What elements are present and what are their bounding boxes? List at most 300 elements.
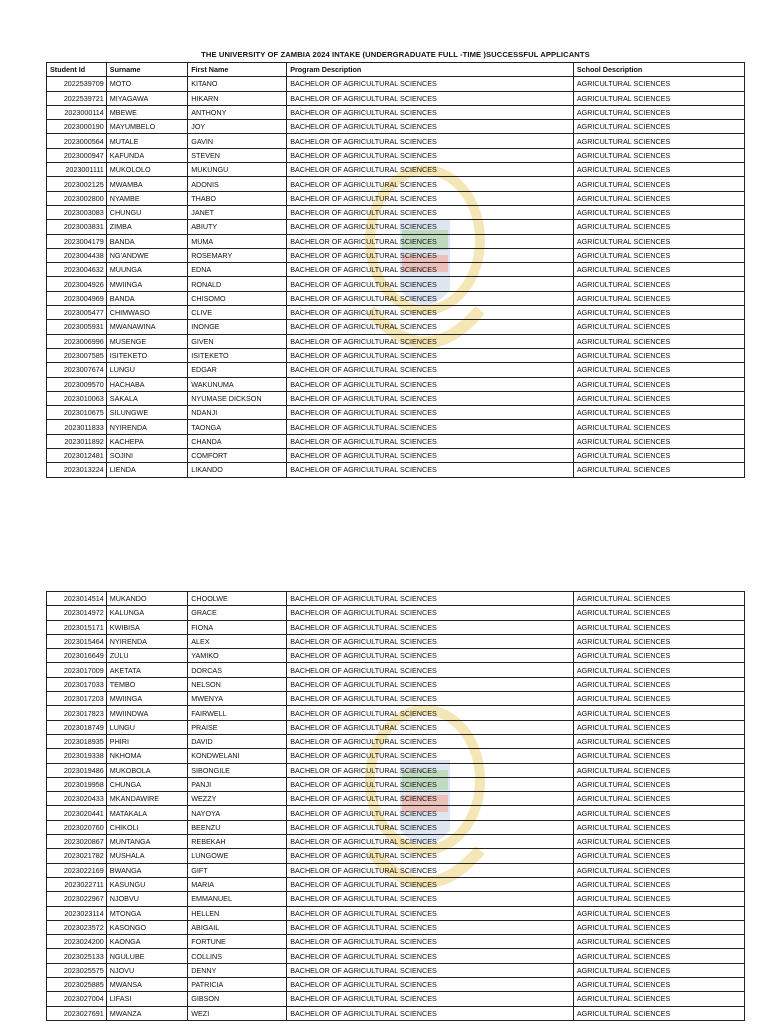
first-name-cell: ABIUTY [188, 220, 287, 234]
surname-cell: NYIRENDA [106, 634, 187, 648]
school-cell: AGRICULTURAL SCIENCES [573, 406, 744, 420]
table-row [47, 148, 745, 162]
surname-cell: MKANDAWIRE [106, 792, 187, 806]
first-name-cell: NELSON [188, 677, 287, 691]
surname-cell: CHIKOLI [106, 820, 187, 834]
program-cell: BACHELOR OF AGRICULTURAL SCIENCES [287, 877, 574, 891]
program-cell: BACHELOR OF AGRICULTURAL SCIENCES [287, 91, 574, 105]
school-cell: AGRICULTURAL SCIENCES [573, 248, 744, 262]
first-name-cell: CLIVE [188, 306, 287, 320]
school-cell: AGRICULTURAL SCIENCES [573, 734, 744, 748]
program-cell: BACHELOR OF AGRICULTURAL SCIENCES [287, 163, 574, 177]
student-id-cell: 2023024200 [47, 935, 107, 949]
page-title: THE UNIVERSITY OF ZAMBIA 2024 INTAKE (UNDERGRADUATE FULL -TIME )SUCCESSFUL APPLICANTS [201, 50, 590, 59]
program-cell: BACHELOR OF AGRICULTURAL SCIENCES [287, 892, 574, 906]
school-cell: AGRICULTURAL SCIENCES [573, 134, 744, 148]
program-cell: BACHELOR OF AGRICULTURAL SCIENCES [287, 992, 574, 1006]
first-name-cell: PANJI [188, 777, 287, 791]
program-cell: BACHELOR OF AGRICULTURAL SCIENCES [287, 720, 574, 734]
student-id-cell: 2023025133 [47, 949, 107, 963]
school-cell: AGRICULTURAL SCIENCES [573, 863, 744, 877]
program-cell: BACHELOR OF AGRICULTURAL SCIENCES [287, 763, 574, 777]
program-cell: BACHELOR OF AGRICULTURAL SCIENCES [287, 234, 574, 248]
school-cell: AGRICULTURAL SCIENCES [573, 763, 744, 777]
table-row [47, 749, 745, 763]
school-cell: AGRICULTURAL SCIENCES [573, 806, 744, 820]
student-id-cell: 2023005477 [47, 306, 107, 320]
first-name-cell: BEENZU [188, 820, 287, 834]
table-row [47, 706, 745, 720]
program-cell: BACHELOR OF AGRICULTURAL SCIENCES [287, 191, 574, 205]
table-row [47, 277, 745, 291]
surname-cell: MUKANDO [106, 592, 187, 606]
surname-cell: MBEWE [106, 105, 187, 119]
first-name-cell: GIBSON [188, 992, 287, 1006]
program-cell: BACHELOR OF AGRICULTURAL SCIENCES [287, 291, 574, 305]
table-row [47, 649, 745, 663]
school-cell: AGRICULTURAL SCIENCES [573, 434, 744, 448]
first-name-cell: THABO [188, 191, 287, 205]
table-row [47, 334, 745, 348]
table-row [47, 306, 745, 320]
program-cell: BACHELOR OF AGRICULTURAL SCIENCES [287, 263, 574, 277]
school-cell: AGRICULTURAL SCIENCES [573, 649, 744, 663]
surname-cell: CHUNGA [106, 777, 187, 791]
first-name-cell: WEZZY [188, 792, 287, 806]
surname-cell: MWIINGA [106, 277, 187, 291]
first-name-cell: PATRICIA [188, 978, 287, 992]
student-id-cell: 2023027004 [47, 992, 107, 1006]
program-cell: BACHELOR OF AGRICULTURAL SCIENCES [287, 348, 574, 362]
applicants-table [46, 62, 745, 478]
table-row [47, 320, 745, 334]
first-name-cell: DORCAS [188, 663, 287, 677]
table-row [47, 963, 745, 977]
program-cell: BACHELOR OF AGRICULTURAL SCIENCES [287, 449, 574, 463]
program-cell: BACHELOR OF AGRICULTURAL SCIENCES [287, 978, 574, 992]
surname-cell: ISITEKETO [106, 348, 187, 362]
table-row [47, 835, 745, 849]
surname-cell: MUKOLOLO [106, 163, 187, 177]
table-row [47, 892, 745, 906]
surname-cell: BWANGA [106, 863, 187, 877]
program-cell: BACHELOR OF AGRICULTURAL SCIENCES [287, 706, 574, 720]
surname-cell: MIYAGAWA [106, 91, 187, 105]
first-name-cell: ROSEMARY [188, 248, 287, 262]
school-cell: AGRICULTURAL SCIENCES [573, 163, 744, 177]
program-cell: BACHELOR OF AGRICULTURAL SCIENCES [287, 463, 574, 477]
program-cell: BACHELOR OF AGRICULTURAL SCIENCES [287, 949, 574, 963]
program-cell: BACHELOR OF AGRICULTURAL SCIENCES [287, 220, 574, 234]
school-cell: AGRICULTURAL SCIENCES [573, 820, 744, 834]
school-cell: AGRICULTURAL SCIENCES [573, 234, 744, 248]
surname-cell: MWANZA [106, 1006, 187, 1020]
student-id-cell: 2023027691 [47, 1006, 107, 1020]
program-cell: BACHELOR OF AGRICULTURAL SCIENCES [287, 935, 574, 949]
first-name-cell: EDNA [188, 263, 287, 277]
school-cell: AGRICULTURAL SCIENCES [573, 963, 744, 977]
program-cell: BACHELOR OF AGRICULTURAL SCIENCES [287, 849, 574, 863]
first-name-cell: HELLEN [188, 906, 287, 920]
student-id-cell: 2023003083 [47, 205, 107, 219]
first-name-cell: DENNY [188, 963, 287, 977]
program-cell: BACHELOR OF AGRICULTURAL SCIENCES [287, 749, 574, 763]
program-cell: BACHELOR OF AGRICULTURAL SCIENCES [287, 663, 574, 677]
table-row [47, 163, 745, 177]
student-id-cell: 2023015464 [47, 634, 107, 648]
first-name-cell: KITANO [188, 77, 287, 91]
school-cell: AGRICULTURAL SCIENCES [573, 606, 744, 620]
student-id-cell: 2023019486 [47, 763, 107, 777]
program-cell: BACHELOR OF AGRICULTURAL SCIENCES [287, 205, 574, 219]
first-name-cell: REBEKAH [188, 835, 287, 849]
student-id-cell: 2023021782 [47, 849, 107, 863]
program-cell: BACHELOR OF AGRICULTURAL SCIENCES [287, 406, 574, 420]
header-first-name: First Name [188, 63, 287, 77]
surname-cell: MWANAWINA [106, 320, 187, 334]
student-id-cell: 2023000114 [47, 105, 107, 119]
first-name-cell: PRAISE [188, 720, 287, 734]
student-id-cell: 2023023572 [47, 920, 107, 934]
table-row [47, 692, 745, 706]
program-cell: BACHELOR OF AGRICULTURAL SCIENCES [287, 134, 574, 148]
first-name-cell: JANET [188, 205, 287, 219]
table-row [47, 849, 745, 863]
school-cell: AGRICULTURAL SCIENCES [573, 935, 744, 949]
student-id-cell: 2023004926 [47, 277, 107, 291]
student-id-cell: 2023011892 [47, 434, 107, 448]
school-cell: AGRICULTURAL SCIENCES [573, 792, 744, 806]
student-id-cell: 2023017033 [47, 677, 107, 691]
school-cell: AGRICULTURAL SCIENCES [573, 291, 744, 305]
school-cell: AGRICULTURAL SCIENCES [573, 592, 744, 606]
first-name-cell: STEVEN [188, 148, 287, 162]
student-id-cell: 2023023114 [47, 906, 107, 920]
surname-cell: SILUNGWE [106, 406, 187, 420]
student-id-cell: 2023019338 [47, 749, 107, 763]
surname-cell: MWIINGA [106, 692, 187, 706]
surname-cell: NJOVU [106, 963, 187, 977]
surname-cell: KAONGA [106, 935, 187, 949]
student-id-cell: 2023018749 [47, 720, 107, 734]
first-name-cell: MWENYA [188, 692, 287, 706]
program-cell: BACHELOR OF AGRICULTURAL SCIENCES [287, 434, 574, 448]
table-row [47, 134, 745, 148]
table-row [47, 77, 745, 91]
surname-cell: KASUNGU [106, 877, 187, 891]
student-id-cell: 2023018935 [47, 734, 107, 748]
student-id-cell: 2023010063 [47, 391, 107, 405]
first-name-cell: NDANJI [188, 406, 287, 420]
school-cell: AGRICULTURAL SCIENCES [573, 263, 744, 277]
school-cell: AGRICULTURAL SCIENCES [573, 663, 744, 677]
surname-cell: MUSENGE [106, 334, 187, 348]
first-name-cell: MUKUNGU [188, 163, 287, 177]
school-cell: AGRICULTURAL SCIENCES [573, 77, 744, 91]
program-cell: BACHELOR OF AGRICULTURAL SCIENCES [287, 906, 574, 920]
table-row [47, 920, 745, 934]
surname-cell: MTONGA [106, 906, 187, 920]
table-row [47, 949, 745, 963]
student-id-cell: 2023005931 [47, 320, 107, 334]
student-id-cell: 2023022711 [47, 877, 107, 891]
table-row [47, 877, 745, 891]
table-row [47, 820, 745, 834]
surname-cell: MATAKALA [106, 806, 187, 820]
table-row [47, 978, 745, 992]
table-row [47, 720, 745, 734]
school-cell: AGRICULTURAL SCIENCES [573, 777, 744, 791]
school-cell: AGRICULTURAL SCIENCES [573, 320, 744, 334]
program-cell: BACHELOR OF AGRICULTURAL SCIENCES [287, 306, 574, 320]
school-cell: AGRICULTURAL SCIENCES [573, 892, 744, 906]
student-id-cell: 2023025575 [47, 963, 107, 977]
first-name-cell: TAONGA [188, 420, 287, 434]
header-school-description: School Description [573, 63, 744, 77]
school-cell: AGRICULTURAL SCIENCES [573, 91, 744, 105]
student-id-cell: 2023014514 [47, 592, 107, 606]
first-name-cell: GAVIN [188, 134, 287, 148]
student-id-cell: 2023010675 [47, 406, 107, 420]
school-cell: AGRICULTURAL SCIENCES [573, 348, 744, 362]
surname-cell: MOTO [106, 77, 187, 91]
program-cell: BACHELOR OF AGRICULTURAL SCIENCES [287, 77, 574, 91]
table-row [47, 105, 745, 119]
table-row [47, 391, 745, 405]
student-id-cell: 2023012481 [47, 449, 107, 463]
school-cell: AGRICULTURAL SCIENCES [573, 334, 744, 348]
first-name-cell: CHOOLWE [188, 592, 287, 606]
school-cell: AGRICULTURAL SCIENCES [573, 749, 744, 763]
school-cell: AGRICULTURAL SCIENCES [573, 692, 744, 706]
student-id-cell: 2023022169 [47, 863, 107, 877]
surname-cell: BANDA [106, 234, 187, 248]
surname-cell: MUTALE [106, 134, 187, 148]
school-cell: AGRICULTURAL SCIENCES [573, 105, 744, 119]
first-name-cell: GIVEN [188, 334, 287, 348]
table-row [47, 205, 745, 219]
student-id-cell: 2023015171 [47, 620, 107, 634]
surname-cell: NYAMBE [106, 191, 187, 205]
first-name-cell: JOY [188, 120, 287, 134]
surname-cell: BANDA [106, 291, 187, 305]
school-cell: AGRICULTURAL SCIENCES [573, 277, 744, 291]
table-row [47, 777, 745, 791]
first-name-cell: RONALD [188, 277, 287, 291]
first-name-cell: MARIA [188, 877, 287, 891]
first-name-cell: EDGAR [188, 363, 287, 377]
surname-cell: MWAMBA [106, 177, 187, 191]
school-cell: AGRICULTURAL SCIENCES [573, 191, 744, 205]
table-row [47, 992, 745, 1006]
table-row [47, 220, 745, 234]
program-cell: BACHELOR OF AGRICULTURAL SCIENCES [287, 363, 574, 377]
surname-cell: NYIRENDA [106, 420, 187, 434]
table-row [47, 377, 745, 391]
student-id-cell: 2023003831 [47, 220, 107, 234]
student-id-cell: 2023017203 [47, 692, 107, 706]
surname-cell: LUNGU [106, 720, 187, 734]
header-program-description: Program Description [287, 63, 574, 77]
school-cell: AGRICULTURAL SCIENCES [573, 992, 744, 1006]
table-row [47, 606, 745, 620]
student-id-cell: 2023007585 [47, 348, 107, 362]
surname-cell: PHIRI [106, 734, 187, 748]
program-cell: BACHELOR OF AGRICULTURAL SCIENCES [287, 320, 574, 334]
first-name-cell: HIKARN [188, 91, 287, 105]
student-id-cell: 2022539709 [47, 77, 107, 91]
school-cell: AGRICULTURAL SCIENCES [573, 377, 744, 391]
student-id-cell: 2023000947 [47, 148, 107, 162]
program-cell: BACHELOR OF AGRICULTURAL SCIENCES [287, 963, 574, 977]
first-name-cell: LUNGOWE [188, 849, 287, 863]
surname-cell: ZULU [106, 649, 187, 663]
program-cell: BACHELOR OF AGRICULTURAL SCIENCES [287, 105, 574, 119]
school-cell: AGRICULTURAL SCIENCES [573, 906, 744, 920]
surname-cell: MWIINDWA [106, 706, 187, 720]
header-surname: Surname [106, 63, 187, 77]
surname-cell: MAYUMBELO [106, 120, 187, 134]
school-cell: AGRICULTURAL SCIENCES [573, 849, 744, 863]
table-row [47, 1006, 745, 1020]
first-name-cell: ABIGAIL [188, 920, 287, 934]
student-id-cell: 2023020760 [47, 820, 107, 834]
table-row [47, 348, 745, 362]
student-id-cell: 2023009570 [47, 377, 107, 391]
program-cell: BACHELOR OF AGRICULTURAL SCIENCES [287, 606, 574, 620]
school-cell: AGRICULTURAL SCIENCES [573, 220, 744, 234]
student-id-cell: 2023004179 [47, 234, 107, 248]
surname-cell: LIENDA [106, 463, 187, 477]
student-id-cell: 2022539721 [47, 91, 107, 105]
table-row [47, 677, 745, 691]
program-cell: BACHELOR OF AGRICULTURAL SCIENCES [287, 177, 574, 191]
student-id-cell: 2023007674 [47, 363, 107, 377]
first-name-cell: EMMANUEL [188, 892, 287, 906]
program-cell: BACHELOR OF AGRICULTURAL SCIENCES [287, 592, 574, 606]
table-row [47, 263, 745, 277]
surname-cell: MUNTANGA [106, 835, 187, 849]
table-row [47, 449, 745, 463]
program-cell: BACHELOR OF AGRICULTURAL SCIENCES [287, 1006, 574, 1020]
surname-cell: KACHEPA [106, 434, 187, 448]
program-cell: BACHELOR OF AGRICULTURAL SCIENCES [287, 377, 574, 391]
program-cell: BACHELOR OF AGRICULTURAL SCIENCES [287, 920, 574, 934]
student-id-cell: 2023002125 [47, 177, 107, 191]
table-row [47, 634, 745, 648]
school-cell: AGRICULTURAL SCIENCES [573, 677, 744, 691]
program-cell: BACHELOR OF AGRICULTURAL SCIENCES [287, 634, 574, 648]
surname-cell: LUNGU [106, 363, 187, 377]
first-name-cell: ADONIS [188, 177, 287, 191]
program-cell: BACHELOR OF AGRICULTURAL SCIENCES [287, 792, 574, 806]
program-cell: BACHELOR OF AGRICULTURAL SCIENCES [287, 677, 574, 691]
program-cell: BACHELOR OF AGRICULTURAL SCIENCES [287, 277, 574, 291]
program-cell: BACHELOR OF AGRICULTURAL SCIENCES [287, 420, 574, 434]
school-cell: AGRICULTURAL SCIENCES [573, 420, 744, 434]
school-cell: AGRICULTURAL SCIENCES [573, 177, 744, 191]
surname-cell: AKETATA [106, 663, 187, 677]
applicants-table-continued [46, 591, 745, 1021]
surname-cell: SOJINI [106, 449, 187, 463]
school-cell: AGRICULTURAL SCIENCES [573, 920, 744, 934]
first-name-cell: CHISOMO [188, 291, 287, 305]
table-row [47, 248, 745, 262]
first-name-cell: LIKANDO [188, 463, 287, 477]
program-cell: BACHELOR OF AGRICULTURAL SCIENCES [287, 863, 574, 877]
school-cell: AGRICULTURAL SCIENCES [573, 634, 744, 648]
school-cell: AGRICULTURAL SCIENCES [573, 120, 744, 134]
table-row [47, 734, 745, 748]
school-cell: AGRICULTURAL SCIENCES [573, 877, 744, 891]
program-cell: BACHELOR OF AGRICULTURAL SCIENCES [287, 248, 574, 262]
first-name-cell: SIBONGILE [188, 763, 287, 777]
surname-cell: LIFASI [106, 992, 187, 1006]
school-cell: AGRICULTURAL SCIENCES [573, 1006, 744, 1020]
program-cell: BACHELOR OF AGRICULTURAL SCIENCES [287, 620, 574, 634]
student-id-cell: 2023001111 [47, 163, 107, 177]
school-cell: AGRICULTURAL SCIENCES [573, 148, 744, 162]
school-cell: AGRICULTURAL SCIENCES [573, 363, 744, 377]
student-id-cell: 2023004632 [47, 263, 107, 277]
first-name-cell: COMFORT [188, 449, 287, 463]
first-name-cell: COLLINS [188, 949, 287, 963]
first-name-cell: INONGE [188, 320, 287, 334]
student-id-cell: 2023019958 [47, 777, 107, 791]
school-cell: AGRICULTURAL SCIENCES [573, 720, 744, 734]
first-name-cell: WEZI [188, 1006, 287, 1020]
student-id-cell: 2023000564 [47, 134, 107, 148]
table-row [47, 806, 745, 820]
table-row [47, 620, 745, 634]
student-id-cell: 2023000190 [47, 120, 107, 134]
student-id-cell: 2023014972 [47, 606, 107, 620]
surname-cell: NJOBVU [106, 892, 187, 906]
first-name-cell: NYUMASE DICKSON [188, 391, 287, 405]
header-student-id: Student Id [47, 63, 107, 77]
table-row [47, 234, 745, 248]
table-row [47, 663, 745, 677]
student-id-cell: 2023004969 [47, 291, 107, 305]
surname-cell: KAFUNDA [106, 148, 187, 162]
student-id-cell: 2023011833 [47, 420, 107, 434]
school-cell: AGRICULTURAL SCIENCES [573, 949, 744, 963]
surname-cell: CHIMWASO [106, 306, 187, 320]
surname-cell: KWIBISA [106, 620, 187, 634]
student-id-cell: 2023022967 [47, 892, 107, 906]
school-cell: AGRICULTURAL SCIENCES [573, 835, 744, 849]
first-name-cell: NAYOYA [188, 806, 287, 820]
student-id-cell: 2023004438 [47, 248, 107, 262]
first-name-cell: ALEX [188, 634, 287, 648]
first-name-cell: KONDWELANI [188, 749, 287, 763]
table-row [47, 406, 745, 420]
surname-cell: MUKOBOLA [106, 763, 187, 777]
first-name-cell: FORTUNE [188, 935, 287, 949]
surname-cell: MUSHALA [106, 849, 187, 863]
table-header-row [47, 63, 745, 77]
table-row [47, 434, 745, 448]
student-id-cell: 2023025885 [47, 978, 107, 992]
first-name-cell: YAMIKO [188, 649, 287, 663]
first-name-cell: ISITEKETO [188, 348, 287, 362]
school-cell: AGRICULTURAL SCIENCES [573, 620, 744, 634]
table-row [47, 191, 745, 205]
program-cell: BACHELOR OF AGRICULTURAL SCIENCES [287, 806, 574, 820]
student-id-cell: 2023006996 [47, 334, 107, 348]
surname-cell: ZIMBA [106, 220, 187, 234]
surname-cell: NKHOMA [106, 749, 187, 763]
